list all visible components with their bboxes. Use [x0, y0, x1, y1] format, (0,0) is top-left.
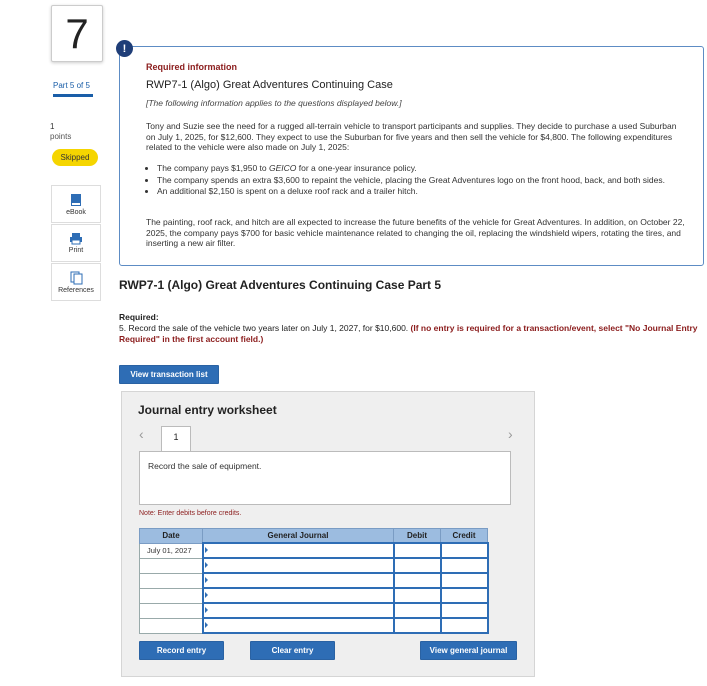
list-item: • An additional $2,150 is spent on a deluxe roof rack and a trailer hitch. [157, 186, 697, 197]
required-label: Required: [119, 312, 159, 322]
worksheet-title: Journal entry worksheet [138, 403, 277, 417]
ebook-button[interactable] [51, 185, 101, 223]
expenditure-list [146, 163, 697, 198]
credit-input[interactable] [441, 558, 488, 573]
account-select[interactable] [203, 588, 394, 603]
info-paragraph-2: The painting, roof rack, and hitch are all expected to increase the future benefits of the vehicle for Great Adventures. In addition, on October 22, 2025, the company pays $700 for basic vehicle maintenance related to changing the oil, replacing the windshield wipers, rotating the tires, and inserting a new air filter. [146, 217, 685, 249]
account-select[interactable] [203, 573, 394, 588]
clear-entry-button[interactable]: Clear entry [250, 641, 335, 660]
debit-input[interactable] [394, 603, 441, 618]
ebook-label: eBook [66, 208, 86, 216]
chevron-right-icon[interactable]: › [508, 426, 513, 442]
status-badge: Skipped [52, 149, 98, 166]
column-header-debit: Debit [394, 529, 441, 544]
account-select[interactable] [203, 618, 394, 633]
table-row [140, 603, 488, 618]
book-icon [70, 193, 82, 207]
date-cell[interactable] [140, 588, 203, 603]
required-instruction: (If no entry is required for a transaction/event, select "No Journal Entry Required" in the first account field.) [119, 323, 698, 344]
table-row [140, 573, 488, 588]
table-row [140, 543, 488, 558]
account-select[interactable] [203, 543, 394, 558]
table-row [140, 588, 488, 603]
date-cell[interactable]: July 01, 2027 [140, 543, 203, 558]
column-header-general-journal: General Journal [203, 529, 394, 544]
debit-input[interactable] [394, 558, 441, 573]
references-icon [70, 271, 83, 285]
list-item: • The company pays $1,950 to GEICO for a one-year insurance policy. [157, 163, 697, 174]
column-header-date: Date [140, 529, 203, 544]
credit-input[interactable] [441, 543, 488, 558]
case-title: RWP7-1 (Algo) Great Adventures Continuing Case [146, 79, 393, 91]
debit-input[interactable] [394, 588, 441, 603]
date-cell[interactable] [140, 573, 203, 588]
date-cell[interactable] [140, 558, 203, 573]
transaction-description: Record the sale of equipment. [139, 451, 511, 505]
table-row [140, 558, 488, 573]
credit-input[interactable] [441, 618, 488, 633]
print-button[interactable] [51, 224, 101, 262]
list-item: • The company spends an extra $3,600 to repaint the vehicle, placing the Great Adventures logo on the front hood, back, and both sides. [157, 175, 697, 186]
credit-input[interactable] [441, 573, 488, 588]
required-information-heading: Required information [146, 62, 238, 72]
print-label: Print [68, 247, 84, 254]
part-indicator: Part 5 of 5 [53, 81, 90, 90]
tab-1[interactable]: 1 [161, 426, 191, 451]
view-transaction-list-button[interactable]: View transaction list [119, 365, 219, 384]
debit-input[interactable] [394, 618, 441, 633]
date-cell[interactable] [140, 603, 203, 618]
column-header-credit: Credit [441, 529, 488, 544]
required-text: 5. Record the sale of the vehicle two years later on July 1, 2027, for $10,600. (If no entry is required for a transaction/event, select "No Journal Entry Required" in the first account field.) [119, 323, 698, 344]
credit-input[interactable] [441, 603, 488, 618]
points-value: 1 [50, 122, 55, 131]
worksheet-note: Note: Enter debits before credits. [139, 510, 242, 517]
alert-icon: ! [116, 40, 133, 57]
print-icon [69, 232, 83, 245]
view-general-journal-button[interactable]: View general journal [420, 641, 517, 660]
info-paragraph-1: Tony and Suzie see the need for a rugged all-terrain vehicle to transport participants and supplies. They decide to purchase a used Suburban on July 1, 2025, for $12,600. They expect to use the Suburban for five years and then sell the vehicle for $4,800. The following expenditures related to the vehicle were also made on July 1, 2025: [146, 121, 677, 153]
debit-input[interactable] [394, 573, 441, 588]
record-entry-button[interactable]: Record entry [139, 641, 224, 660]
info-note: [The following information applies to the questions displayed below.] [146, 98, 402, 108]
table-row [140, 618, 488, 633]
credit-input[interactable] [441, 588, 488, 603]
journal-table [139, 528, 489, 634]
points-label: points [50, 132, 72, 141]
account-select[interactable] [203, 558, 394, 573]
question-number: 7 [51, 5, 103, 62]
part-title: RWP7-1 (Algo) Great Adventures Continuing Case Part 5 [119, 278, 442, 292]
account-select[interactable] [203, 603, 394, 618]
date-cell[interactable] [140, 618, 203, 633]
part-progress-bar [53, 94, 93, 97]
references-label: References [58, 286, 94, 294]
debit-input[interactable] [394, 543, 441, 558]
chevron-left-icon[interactable]: ‹ [139, 426, 144, 442]
references-button[interactable] [51, 263, 101, 301]
